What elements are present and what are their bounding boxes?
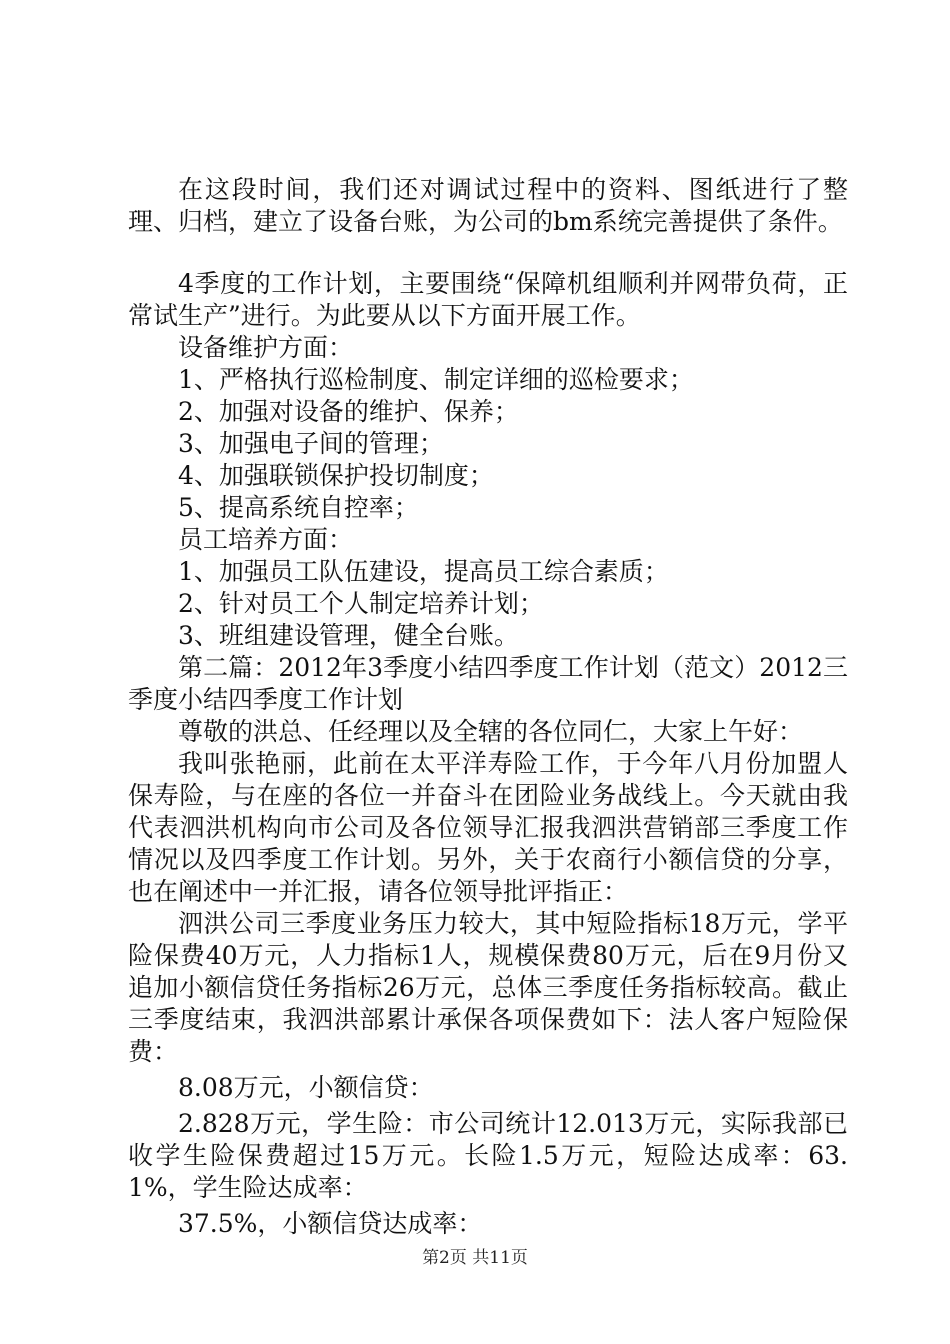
staff-item: 1、加强员工队伍建设，提高员工综合素质； xyxy=(178,557,669,586)
document-body xyxy=(128,174,848,1240)
paragraph-tasks: 泗洪公司三季度业务压力较大，其中短险指标18万元，学平险保费40万元，人力指标1人，规模保费80万元，后在9月份又追加小额信贷任务指标26万元，总体三季度任务指标较高。截止三季度结束，我泗洪部累计承保各项保费如下：法人客户短险保费： xyxy=(128,909,848,1066)
staff-item: 2、针对员工个人制定培养计划； xyxy=(178,589,544,618)
paragraph-student-insurance: 2.828万元，学生险：市公司统计12.013万元，实际我部已收学生险保费超过15万元。长险1.5万元，短险达成率：63.1%，学生险达成率： xyxy=(128,1109,848,1202)
equipment-item: 4、加强联锁保护投切制度； xyxy=(178,461,494,490)
paragraph-credit: 8.08万元，小额信贷： xyxy=(178,1073,434,1102)
staff-heading: 员工培养方面： xyxy=(178,525,354,554)
greeting: 尊敬的洪总、任经理以及全辖的各位同仁，大家上午好： xyxy=(178,717,804,746)
paragraph-q4-plan: 4季度的工作计划，主要围绕“保障机组顺利并网带负荷，正常试生产”进行。为此要从以下方面开展工作。 xyxy=(128,269,848,330)
page-footer: 第2页 共11页 xyxy=(422,1248,528,1268)
equipment-heading: 设备维护方面： xyxy=(178,333,354,362)
chapter-title: 第二篇：2012年3季度小结四季度工作计划（范文）2012三季度小结四季度工作计划 xyxy=(128,653,848,714)
equipment-item: 5、提高系统自控率； xyxy=(178,493,419,522)
equipment-item: 1、严格执行巡检制度、制定详细的巡检要求； xyxy=(178,365,694,394)
equipment-item: 2、加强对设备的维护、保养； xyxy=(178,397,519,426)
paragraph-rate: 37.5%，小额信贷达成率： xyxy=(178,1209,483,1238)
staff-item: 3、班组建设管理，健全台账。 xyxy=(178,621,519,650)
paragraph-gap xyxy=(128,238,848,268)
equipment-item: 3、加强电子间的管理； xyxy=(178,429,444,458)
paragraph-intro: 我叫张艳丽，此前在太平洋寿险工作，于今年八月份加盟人保寿险，与在座的各位一并奋斗在团险业务战线上。今天就由我代表泗洪机构向市公司及各位领导汇报我泗洪营销部三季度工作情况以及四季度工作计划。另外，关于农商行小额信贷的分享，也在阐述中一并汇报，请各位领导批评指正： xyxy=(128,749,848,906)
paragraph-records: 在这段时间，我们还对调试过程中的资料、图纸进行了整理、归档，建立了设备台账，为公司的bm系统完善提供了条件。 xyxy=(128,175,848,236)
